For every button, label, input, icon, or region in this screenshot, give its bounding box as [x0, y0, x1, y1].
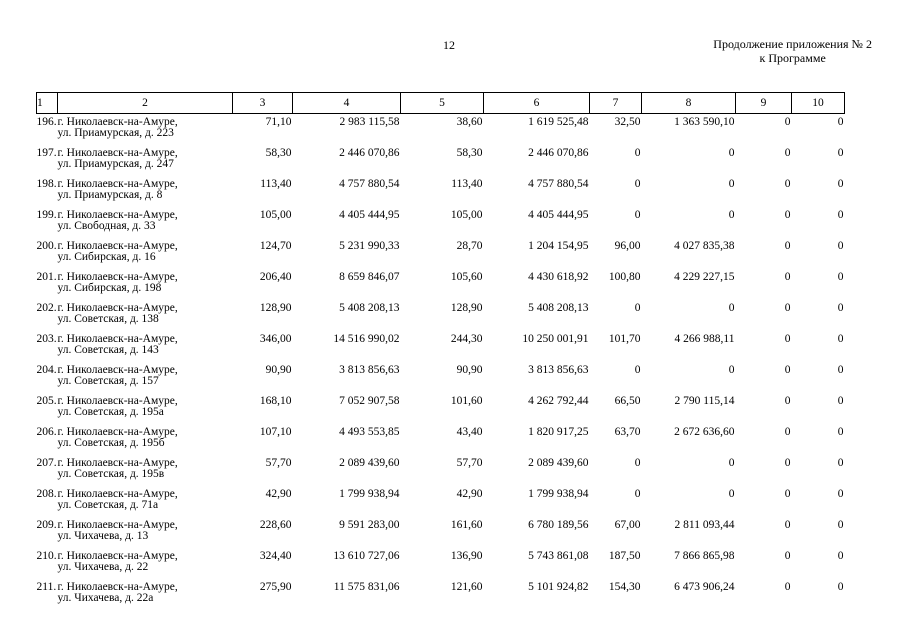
cell-c7: 0 — [634, 488, 641, 500]
cell-c3: 42,90 — [265, 488, 292, 500]
cell-c9: 0 — [784, 550, 791, 562]
cell-c3: 128,90 — [259, 302, 292, 314]
address-line-2: ул. Советская, д. 195а — [57, 406, 164, 418]
column-header-2: 2 — [58, 93, 233, 114]
cell-c9: 0 — [784, 364, 791, 376]
page-number: 12 — [443, 38, 455, 52]
cell-c3: 57,70 — [265, 457, 292, 469]
cell-c9: 0 — [784, 147, 791, 159]
cell-c5: 128,90 — [450, 302, 483, 314]
column-header-9: 9 — [736, 93, 792, 114]
cell-c4: 14 516 990,02 — [333, 333, 400, 345]
address-cell — [58, 517, 233, 548]
cell-c10: 0 — [837, 550, 844, 562]
address-line-1: г. Николаевск-на-Амуре, — [57, 178, 178, 190]
cell-c5: 38,60 — [456, 116, 483, 128]
table-row — [37, 579, 845, 610]
column-header-6: 6 — [484, 93, 590, 114]
address-line-1: г. Николаевск-на-Амуре, — [57, 550, 178, 562]
cell-c3: 90,90 — [265, 364, 292, 376]
cell-c8: 2 811 093,44 — [674, 519, 735, 531]
table-row — [37, 517, 845, 548]
row-number: 210. — [36, 550, 57, 562]
address-cell — [58, 207, 233, 238]
cell-c4: 5 231 990,33 — [339, 240, 400, 252]
cell-c9: 0 — [784, 581, 791, 593]
table-row — [37, 486, 845, 517]
cell-c10: 0 — [837, 457, 844, 469]
address-line-2: ул. Чихачева, д. 13 — [57, 530, 149, 542]
address-line-2: ул. Сибирская, д. 198 — [57, 282, 162, 294]
cell-c4: 3 813 856,63 — [339, 364, 400, 376]
cell-c7: 0 — [634, 457, 641, 469]
row-number: 199. — [36, 209, 57, 221]
row-number: 201. — [36, 271, 57, 283]
address-line-1: г. Николаевск-на-Амуре, — [57, 426, 178, 438]
cell-c9: 0 — [784, 240, 791, 252]
appendix-line-2: к Программе — [759, 51, 826, 65]
cell-c10: 0 — [837, 488, 844, 500]
cell-c4: 2 089 439,60 — [339, 457, 400, 469]
cell-c6: 5 408 208,13 — [528, 302, 589, 314]
cell-c7: 32,50 — [614, 116, 641, 128]
cell-c3: 107,10 — [259, 426, 292, 438]
address-cell — [58, 393, 233, 424]
table-row — [37, 424, 845, 455]
cell-c8: 0 — [728, 178, 735, 190]
cell-c6: 4 757 880,54 — [528, 178, 589, 190]
cell-c5: 121,60 — [450, 581, 483, 593]
cell-c6: 10 250 001,91 — [522, 333, 589, 345]
address-line-1: г. Николаевск-на-Амуре, — [57, 457, 178, 469]
cell-c6: 2 446 070,86 — [528, 147, 589, 159]
cell-c3: 275,90 — [259, 581, 292, 593]
address-line-1: г. Николаевск-на-Амуре, — [57, 302, 178, 314]
cell-c7: 66,50 — [614, 395, 641, 407]
cell-c5: 136,90 — [450, 550, 483, 562]
cell-c8: 2 672 636,60 — [674, 426, 735, 438]
address-line-2: ул. Советская, д. 138 — [57, 313, 159, 325]
cell-c6: 1 799 938,94 — [528, 488, 589, 500]
row-number: 203. — [36, 333, 57, 345]
cell-c6: 4 430 618,92 — [528, 271, 589, 283]
row-number: 196. — [36, 116, 57, 128]
cell-c5: 105,60 — [450, 271, 483, 283]
cell-c7: 0 — [634, 178, 641, 190]
address-line-2: ул. Советская, д. 157 — [57, 375, 159, 387]
address-line-2: ул. Приамурская, д. 223 — [57, 127, 174, 139]
cell-c10: 0 — [837, 302, 844, 314]
cell-c3: 206,40 — [259, 271, 292, 283]
cell-c10: 0 — [837, 333, 844, 345]
header-row — [37, 93, 845, 114]
address-line-1: г. Николаевск-на-Амуре, — [57, 333, 178, 345]
cell-c8: 4 229 227,15 — [674, 271, 735, 283]
cell-c9: 0 — [784, 271, 791, 283]
address-line-1: г. Николаевск-на-Амуре, — [57, 240, 178, 252]
address-line-1: г. Николаевск-на-Амуре, — [57, 209, 178, 221]
cell-c10: 0 — [837, 178, 844, 190]
cell-c6: 1 204 154,95 — [528, 240, 589, 252]
table-row — [37, 331, 845, 362]
address-line-1: г. Николаевск-на-Амуре, — [57, 364, 178, 376]
cell-c3: 113,40 — [260, 178, 292, 190]
address-line-2: ул. Чихачева, д. 22 — [57, 561, 149, 573]
cell-c4: 4 493 553,85 — [339, 426, 400, 438]
cell-c7: 96,00 — [614, 240, 641, 252]
column-header-7: 7 — [590, 93, 642, 114]
column-header-1: 1 — [37, 93, 58, 114]
cell-c5: 42,90 — [456, 488, 483, 500]
address-line-1: г. Николаевск-на-Амуре, — [57, 271, 178, 283]
address-line-1: г. Николаевск-на-Амуре, — [57, 488, 178, 500]
table-header — [37, 93, 845, 114]
cell-c3: 71,10 — [265, 116, 292, 128]
address-line-1: г. Николаевск-на-Амуре, — [57, 116, 178, 128]
cell-c8: 0 — [728, 209, 735, 221]
row-number: 205. — [36, 395, 57, 407]
cell-c5: 161,60 — [450, 519, 483, 531]
cell-c7: 187,50 — [608, 550, 641, 562]
cell-c3: 346,00 — [259, 333, 292, 345]
cell-c4: 5 408 208,13 — [339, 302, 400, 314]
address-line-2: ул. Приамурская, д. 247 — [57, 158, 174, 170]
cell-c4: 8 659 846,07 — [339, 271, 400, 283]
cell-c8: 4 027 835,38 — [674, 240, 735, 252]
cell-c5: 43,40 — [456, 426, 483, 438]
row-number: 200. — [36, 240, 57, 252]
cell-c3: 324,40 — [259, 550, 292, 562]
cell-c6: 1 619 525,48 — [528, 116, 589, 128]
cell-c8: 1 363 590,10 — [674, 116, 735, 128]
row-number: 198. — [36, 178, 57, 190]
address-cell — [58, 362, 233, 393]
cell-c8: 6 473 906,24 — [674, 581, 735, 593]
cell-c4: 11 575 831,06 — [333, 581, 400, 593]
cell-c10: 0 — [837, 240, 844, 252]
cell-c4: 7 052 907,58 — [339, 395, 400, 407]
row-number: 207. — [36, 457, 57, 469]
address-line-1: г. Николаевск-на-Амуре, — [57, 147, 178, 159]
cell-c4: 9 591 283,00 — [339, 519, 400, 531]
address-cell — [58, 176, 233, 207]
cell-c5: 244,30 — [450, 333, 483, 345]
cell-c7: 101,70 — [608, 333, 641, 345]
cell-c10: 0 — [837, 364, 844, 376]
address-line-2: ул. Советская, д. 195б — [57, 437, 165, 449]
row-number: 209. — [36, 519, 57, 531]
cell-c8: 0 — [728, 364, 735, 376]
address-cell — [58, 114, 233, 146]
cell-c8: 0 — [728, 488, 735, 500]
cell-c4: 13 610 727,06 — [333, 550, 400, 562]
address-cell — [58, 238, 233, 269]
address-cell — [58, 455, 233, 486]
cell-c10: 0 — [837, 209, 844, 221]
cell-c8: 4 266 988,11 — [674, 333, 735, 345]
column-header-8: 8 — [642, 93, 736, 114]
address-line-2: ул. Советская, д. 71а — [57, 499, 159, 511]
row-number: 206. — [36, 426, 57, 438]
cell-c3: 168,10 — [259, 395, 292, 407]
table-row — [37, 238, 845, 269]
column-header-3: 3 — [233, 93, 293, 114]
cell-c8: 0 — [728, 147, 735, 159]
table-row — [37, 207, 845, 238]
cell-c10: 0 — [837, 271, 844, 283]
table-row — [37, 300, 845, 331]
table-row — [37, 145, 845, 176]
column-header-4: 4 — [293, 93, 401, 114]
appendix-line-1: Продолжение приложения № 2 — [713, 37, 872, 51]
address-line-2: ул. Советская, д. 195в — [57, 468, 165, 480]
address-line-2: ул. Советская, д. 143 — [57, 344, 159, 356]
cell-c10: 0 — [837, 116, 844, 128]
address-cell — [58, 548, 233, 579]
cell-c10: 0 — [837, 519, 844, 531]
column-header-10: 10 — [792, 93, 845, 114]
address-cell — [58, 486, 233, 517]
cell-c7: 0 — [634, 302, 641, 314]
table-row — [37, 269, 845, 300]
address-line-2: ул. Чихачева, д. 22а — [57, 592, 154, 604]
cell-c6: 1 820 917,25 — [528, 426, 589, 438]
cell-c5: 28,70 — [456, 240, 483, 252]
table-row — [37, 176, 845, 207]
cell-c9: 0 — [784, 519, 791, 531]
row-number: 204. — [36, 364, 57, 376]
cell-c6: 4 262 792,44 — [528, 395, 589, 407]
cell-c9: 0 — [784, 209, 791, 221]
cell-c9: 0 — [784, 457, 791, 469]
cell-c4: 1 799 938,94 — [339, 488, 400, 500]
cell-c7: 154,30 — [608, 581, 641, 593]
data-table — [36, 92, 845, 610]
cell-c8: 2 790 115,14 — [674, 395, 735, 407]
cell-c10: 0 — [837, 395, 844, 407]
address-cell — [58, 269, 233, 300]
table-row — [37, 114, 845, 146]
cell-c6: 4 405 444,95 — [528, 209, 589, 221]
address-cell — [58, 331, 233, 362]
cell-c9: 0 — [784, 302, 791, 314]
table-row — [37, 455, 845, 486]
cell-c4: 4 757 880,54 — [339, 178, 400, 190]
column-header-5: 5 — [401, 93, 484, 114]
cell-c9: 0 — [784, 488, 791, 500]
cell-c8: 0 — [728, 302, 735, 314]
appendix-caption — [713, 37, 872, 65]
cell-c7: 0 — [634, 209, 641, 221]
row-number: 197. — [36, 147, 57, 159]
cell-c3: 124,70 — [259, 240, 292, 252]
row-number: 202. — [36, 302, 57, 314]
cell-c6: 5 101 924,82 — [528, 581, 589, 593]
table-body — [37, 114, 845, 611]
cell-c6: 2 089 439,60 — [528, 457, 589, 469]
cell-c9: 0 — [784, 116, 791, 128]
row-number: 211. — [36, 581, 57, 593]
cell-c6: 3 813 856,63 — [528, 364, 589, 376]
cell-c6: 5 743 861,08 — [528, 550, 589, 562]
table-row — [37, 548, 845, 579]
address-cell — [58, 145, 233, 176]
address-line-2: ул. Свободная, д. 33 — [57, 220, 156, 232]
cell-c7: 100,80 — [608, 271, 641, 283]
cell-c7: 67,00 — [614, 519, 641, 531]
table-row — [37, 362, 845, 393]
cell-c4: 2 446 070,86 — [339, 147, 400, 159]
cell-c8: 7 866 865,98 — [674, 550, 735, 562]
cell-c5: 57,70 — [456, 457, 483, 469]
cell-c8: 0 — [728, 457, 735, 469]
cell-c7: 0 — [634, 364, 641, 376]
cell-c5: 113,40 — [451, 178, 483, 190]
address-line-2: ул. Сибирская, д. 16 — [57, 251, 156, 263]
cell-c9: 0 — [784, 178, 791, 190]
address-line-1: г. Николаевск-на-Амуре, — [57, 519, 178, 531]
cell-c3: 228,60 — [259, 519, 292, 531]
cell-c9: 0 — [784, 333, 791, 345]
cell-c7: 0 — [634, 147, 641, 159]
address-cell — [58, 579, 233, 610]
address-line-1: г. Николаевск-на-Амуре, — [57, 581, 178, 593]
cell-c4: 2 983 115,58 — [339, 116, 400, 128]
cell-c5: 105,00 — [450, 209, 483, 221]
cell-c3: 58,30 — [265, 147, 292, 159]
address-line-2: ул. Приамурская, д. 8 — [57, 189, 163, 201]
cell-c5: 58,30 — [456, 147, 483, 159]
cell-c3: 105,00 — [259, 209, 292, 221]
address-line-1: г. Николаевск-на-Амуре, — [57, 395, 178, 407]
cell-c5: 90,90 — [456, 364, 483, 376]
cell-c7: 63,70 — [614, 426, 641, 438]
cell-c5: 101,60 — [450, 395, 483, 407]
table-row — [37, 393, 845, 424]
cell-c9: 0 — [784, 395, 791, 407]
cell-c4: 4 405 444,95 — [339, 209, 400, 221]
address-cell — [58, 424, 233, 455]
cell-c10: 0 — [837, 147, 844, 159]
cell-c10: 0 — [837, 581, 844, 593]
cell-c6: 6 780 189,56 — [528, 519, 589, 531]
row-number: 208. — [36, 488, 57, 500]
cell-c9: 0 — [784, 426, 791, 438]
address-cell — [58, 300, 233, 331]
cell-c10: 0 — [837, 426, 844, 438]
